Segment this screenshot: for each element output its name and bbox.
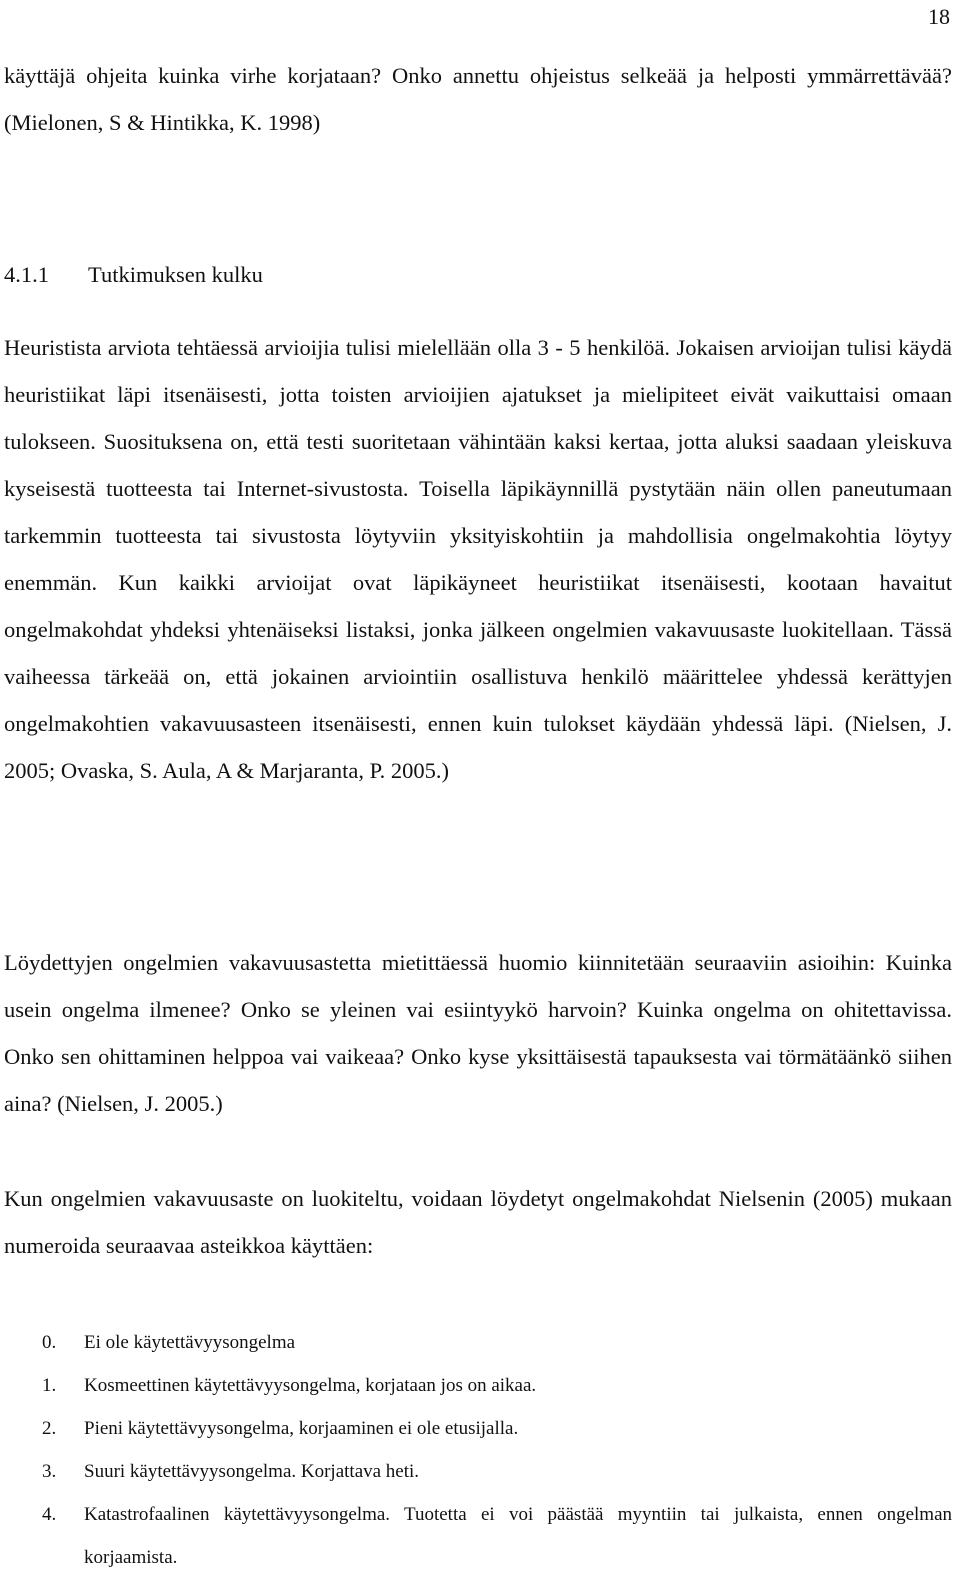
list-item-number: 0. [42,1332,57,1353]
page-number: 18 [928,4,950,29]
list-item [42,1321,952,1364]
list-item-text: Suuri käytettävyysongelma. Korjattava heti. [84,1461,420,1482]
list-item-text: Pieni käytettävyysongelma, korjaaminen ei ole etusijalla. [84,1418,519,1439]
list-item [42,1407,952,1450]
list-item [42,1364,952,1407]
body-paragraph-1: Heuristista arviota tehtäessä arvioijia tulisi mielellään olla 3 - 5 henkilöä. Jokaisen arvioijan tulisi käydä heuristiikat läpi itsenäisesti, jotta toisten arvioijien ajatukset ja mielipiteet eivät vaikuttaisi omaan tulokseen. Suosituksena on, että testi suoritetaan vähintään kaksi kertaa, jotta aluksi saadaan yleiskuva kyseisestä tuotteesta tai Internet-sivustosta. Toisella läpikäynnillä pystytään näin ollen paneutumaan tarkemmin tuotteesta tai sivustosta löytyviin yksityiskohtiin ja mahdollisia ongelmakohtia löytyy enemmän. Kun kaikki arvioijat ovat läpikäyneet heuristiikat itsenäisesti, kootaan havaitut ongelmakohdat yhdeksi yhtenäiseksi listaksi, jonka jälkeen ongelmien vakavuusaste luokitellaan. Tässä vaiheessa tärkeää on, että jokainen arviointiin osallistuva henkilö määrittelee yhdessä kerättyjen ongelmakohtien vakavuusasteen itsenäisesti, ennen kuin tulokset käydään yhdessä läpi. (Nielsen, J. 2005; Ovaska, S. Aula, A & Marjaranta, P. 2005.) [4,335,952,783]
severity-scale-list [42,1321,952,1579]
section-title: Tutkimuksen kulku [88,262,263,287]
list-item [42,1450,952,1493]
section-number: 4.1.1 [4,262,49,287]
list-item [42,1493,952,1579]
list-item-number: 1. [42,1375,57,1396]
section-heading [4,251,263,298]
intro-paragraph: käyttäjä ohjeita kuinka virhe korjataan? Onko annettu ohjeistus selkeää ja helposti ymmärrettävää? (Mielonen, S & Hintikka, K. 1998) [4,63,952,135]
list-item-number: 2. [42,1418,57,1439]
list-item-text: Kosmeettinen käytettävyysongelma, korjataan jos on aikaa. [84,1375,537,1396]
list-item-number: 4. [42,1504,57,1525]
body-paragraph-2: Löydettyjen ongelmien vakavuusastetta mietittäessä huomio kiinnitetään seuraaviin asioihin: Kuinka usein ongelma ilmenee? Onko se yleinen vai esiintyykö harvoin? Kuinka ongelma on ohitettavissa. Onko sen ohittaminen helppoa vai vaikeaa? Onko kyse yksittäisestä tapauksesta vai törmätäänkö siihen aina? (Nielsen, J. 2005.) [4,950,952,1116]
list-item-number: 3. [42,1461,57,1482]
body-paragraph-3: Kun ongelmien vakavuusaste on luokiteltu, voidaan löydetyt ongelmakohdat Nielsenin (2005) mukaan numeroida seuraavaa asteikkoa käyttäen: [4,1186,952,1258]
list-item-text: Katastrofaalinen käytettävyysongelma. Tuotetta ei voi päästää myyntiin tai julkaista, ennen ongelman korjaamista. [84,1504,952,1568]
list-item-text: Ei ole käytettävyysongelma [84,1332,296,1353]
